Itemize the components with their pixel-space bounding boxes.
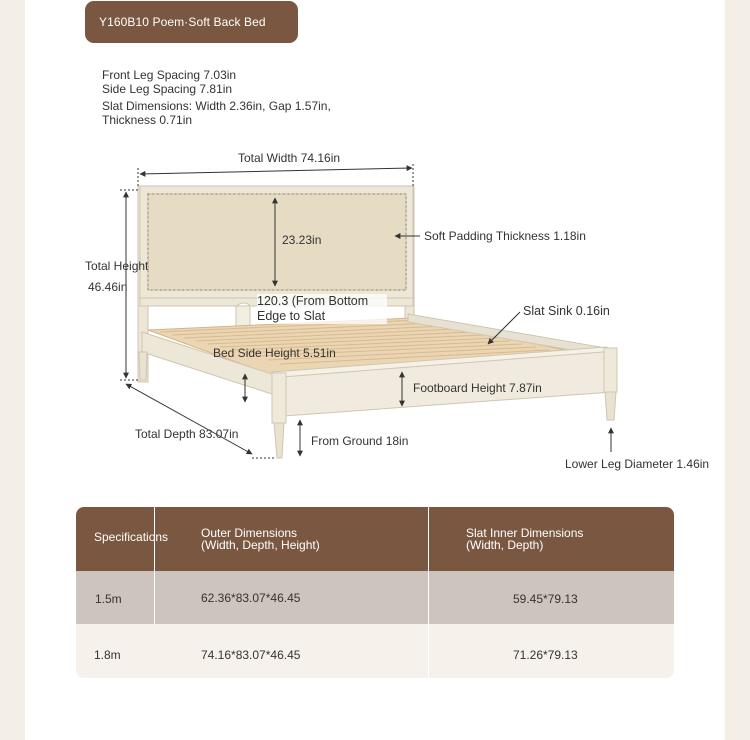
side-leg-spacing: Side Leg Spacing 7.81in [102, 81, 233, 96]
front-leg-spacing: Front Leg Spacing 7.03in [102, 68, 237, 82]
row1-outer: 62.36*83.07*46.45 [201, 591, 301, 605]
header-slat-inner-dimensions [466, 528, 583, 551]
product-title-badge: Y160B10 Poem·Soft Back Bed [85, 1, 298, 43]
total-height-label: Total Height [85, 259, 149, 273]
column-divider [428, 507, 429, 624]
header-inner-line2: (Width, Depth) [466, 537, 544, 552]
from-ground-label: From Ground 18in [311, 434, 409, 448]
column-divider [154, 507, 155, 624]
slat-dimensions-line1: Slat Dimensions: Width 2.36in, Gap 1.57in, [102, 99, 331, 113]
header-outer-dimensions [201, 528, 320, 551]
slat-dimensions-line2: Thickness 0.71in [102, 112, 193, 127]
total-height-value: 46.46in [88, 280, 128, 294]
dimensions-table [76, 507, 674, 678]
header-inner-line1: Slat Inner Dimensions [466, 526, 584, 540]
table-row [76, 571, 674, 624]
slat-sink-label: Slat Sink 0.16in [523, 304, 610, 318]
footboard-height-label: Footboard Height 7.87in [413, 381, 542, 395]
header-outer-line1: Outer Dimensions [201, 526, 298, 540]
bed-side-height-label: Bed Side Height 5.51in [213, 346, 336, 360]
row2-spec: 1.8m [94, 648, 121, 662]
soft-padding-label: Soft Padding Thickness 1.18in [424, 229, 586, 243]
header-outer-line2: (Width, Depth, Height) [201, 537, 320, 552]
row1-inner: 59.45*79.13 [513, 592, 578, 606]
headboard-height-label: 23.23in [282, 233, 322, 247]
total-width-label: Total Width 74.16in [238, 151, 341, 165]
bottom-edge-label: 120.3 (From Bottom Edge to Slat [257, 294, 387, 324]
row1-spec: 1.5m [95, 592, 122, 606]
headboard-pad [148, 194, 406, 290]
total-depth-label: Total Depth 83.07in [135, 427, 239, 441]
column-divider [428, 624, 429, 678]
row2-outer: 74.16*83.07*46.45 [201, 648, 301, 662]
header-specifications: Specifications [94, 530, 169, 544]
lower-leg-diameter-label: Lower Leg Diameter 1.46in [565, 457, 710, 471]
row2-inner: 71.26*79.13 [513, 648, 578, 662]
table-row [76, 624, 674, 678]
